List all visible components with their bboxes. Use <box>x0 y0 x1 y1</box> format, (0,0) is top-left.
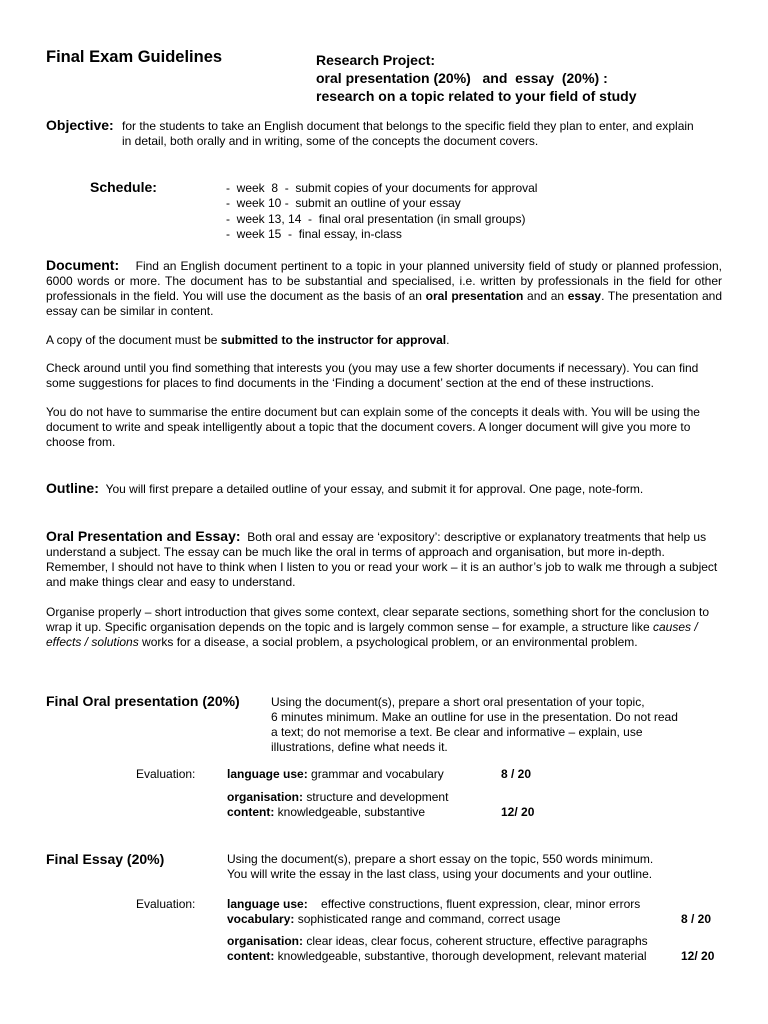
oral-criterion-content <box>227 805 425 820</box>
oral-essay-label: Oral Presentation and Essay: <box>46 528 241 544</box>
oral-crit2-text: structure and development <box>303 790 449 804</box>
outline-paragraph <box>46 481 722 497</box>
final-essay-line: Using the document(s), prepare a short essay on the topic, 550 words minimum. <box>227 852 654 866</box>
check-around-paragraph: Check around until you find something that interests you (you may use a few shorter documents if necessary). You can find some suggestions for places to find documents in the ‘Finding a document’ section at the end of these instructions. <box>46 361 699 390</box>
essay-evaluation-label: Evaluation: <box>136 897 196 911</box>
page-title: Final Exam Guidelines <box>46 48 223 66</box>
document-text-e: . The presentation and essay can be similar in content. <box>46 289 722 318</box>
approval-text-c: . <box>446 333 450 347</box>
organise-paragraph <box>46 605 722 650</box>
essay-criterion-content <box>227 949 647 964</box>
essay-criterion-organisation <box>227 934 648 949</box>
final-oral-text <box>271 695 731 755</box>
essay-crit4-text: knowledgeable, substantive, thorough development, relevant material <box>274 949 647 963</box>
project-line-2: oral presentation (20%) and essay (20%) : <box>316 70 608 86</box>
oral-score-language: 8 / 20 <box>501 767 532 781</box>
outline-label: Outline: <box>46 480 99 496</box>
oral-score-content: 12/ 20 <box>501 805 535 819</box>
essay-crit2-label: vocabulary: <box>227 912 295 926</box>
outline-text: You will first prepare a detailed outline of your essay, and submit it for approval. One page, note-form. <box>105 482 644 496</box>
essay-score-language: 8 / 20 <box>681 912 712 926</box>
objective-line-2: in detail, both orally and in writing, some of the concepts the document covers. <box>122 134 539 148</box>
project-line-1: Research Project: <box>316 52 436 68</box>
essay-score-content: 12/ 20 <box>681 949 715 963</box>
essay-crit3-label: organisation: <box>227 934 304 948</box>
essay-crit2-text: sophisticated range and command, correct usage <box>294 912 561 926</box>
oral-essay-paragraph <box>46 529 722 590</box>
oral-crit1-label: language use: <box>227 767 308 781</box>
essay-crit1-text: effective constructions, fluent expression, clear, minor errors <box>307 897 641 911</box>
final-oral-label: Final Oral presentation (20%) <box>46 693 240 709</box>
final-oral-line: Using the document(s), prepare a short oral presentation of your topic, <box>271 695 645 709</box>
approval-text-b: submitted to the instructor for approval <box>220 333 447 347</box>
objective-text <box>122 119 742 149</box>
final-essay-line: You will write the essay in the last class, using your documents and your outline. <box>227 867 653 881</box>
oral-crit3-text: knowledgeable, substantive <box>274 805 426 819</box>
organise-text-c: works for a disease, a social problem, a psychological problem, or an environmental problem. <box>138 635 638 649</box>
final-essay-label: Final Essay (20%) <box>46 851 165 867</box>
schedule-list <box>226 181 537 242</box>
essay-crit4-label: content: <box>227 949 275 963</box>
document-text-c: and an <box>523 289 568 303</box>
schedule-item: - week 13, 14 - final oral presentation (in small groups) <box>226 211 526 226</box>
approval-paragraph <box>46 333 722 348</box>
final-oral-line: 6 minutes minimum. Make an outline for use in the presentation. Do not read <box>271 710 678 724</box>
essay-crit1-label: language use: <box>227 897 308 911</box>
objective-label: Objective: <box>46 117 114 133</box>
summarise-paragraph: You do not have to summarise the entire document but can explain some of the concepts it deals with. You will be using the document to write and speak intelligently about a topic that the document covers. A longer document will give you more to choose from. <box>46 405 700 449</box>
document-label: Document: <box>46 257 120 273</box>
document-text-d: essay <box>567 289 602 303</box>
organise-text-a: Organise properly – short introduction that gives some context, clear separate sections, something short for the conclusion to wrap it up. Specific organisation depends on the topic and is largely common sense – for example, a structure like <box>46 605 710 634</box>
oral-criterion-language <box>227 767 444 782</box>
final-oral-line: illustrations, define what needs it. <box>271 740 448 754</box>
final-oral-line: a text; do not memorise a text. Be clear and informative – explain, use <box>271 725 643 739</box>
essay-criterion-vocabulary <box>227 912 561 927</box>
schedule-item: - week 10 - submit an outline of your essay <box>226 196 461 211</box>
document-text-a: Find an English document pertinent to a topic in your planned university field of study or planned profession, 6000 words or more. The document has to be substantial and specialised, i.e. written by professionals in the field for other professionals in the field. You will use the document as the basis of an <box>46 259 722 303</box>
oral-crit2-label: organisation: <box>227 790 304 804</box>
oral-crit1-text: grammar and vocabulary <box>307 767 444 781</box>
document-text-b: oral presentation <box>425 289 524 303</box>
project-heading <box>316 51 637 105</box>
oral-criterion-organisation <box>227 790 448 805</box>
oral-evaluation-label: Evaluation: <box>136 767 196 781</box>
final-essay-text <box>227 852 707 882</box>
oral-essay-text: Both oral and essay are ‘expository’: descriptive or explanatory treatments that help us understand a subject. The essay can be much like the oral in terms of approach and organisation, but more in-depth. Remember, I should not have to think when I listen to you or read your work – it is an author’s job to walk me through a subject and make things clear and easy to understand. <box>46 530 718 589</box>
schedule-item: - week 8 - submit copies of your documents for approval <box>226 181 538 195</box>
objective-line-1: for the students to take an English document that belongs to the specific field they plan to enter, and explain <box>122 119 694 133</box>
oral-crit3-label: content: <box>227 805 275 819</box>
project-line-3: research on a topic related to your field of study <box>316 88 637 104</box>
schedule-label: Schedule: <box>90 179 157 195</box>
organise-text-b: causes / effects / solutions <box>46 620 698 649</box>
schedule-item: - week 15 - final essay, in-class <box>226 226 402 241</box>
approval-text-a: A copy of the document must be <box>46 333 221 347</box>
essay-criterion-language <box>227 897 640 912</box>
essay-crit3-text: clear ideas, clear focus, coherent structure, effective paragraphs <box>303 934 648 948</box>
document-paragraph <box>46 258 722 319</box>
